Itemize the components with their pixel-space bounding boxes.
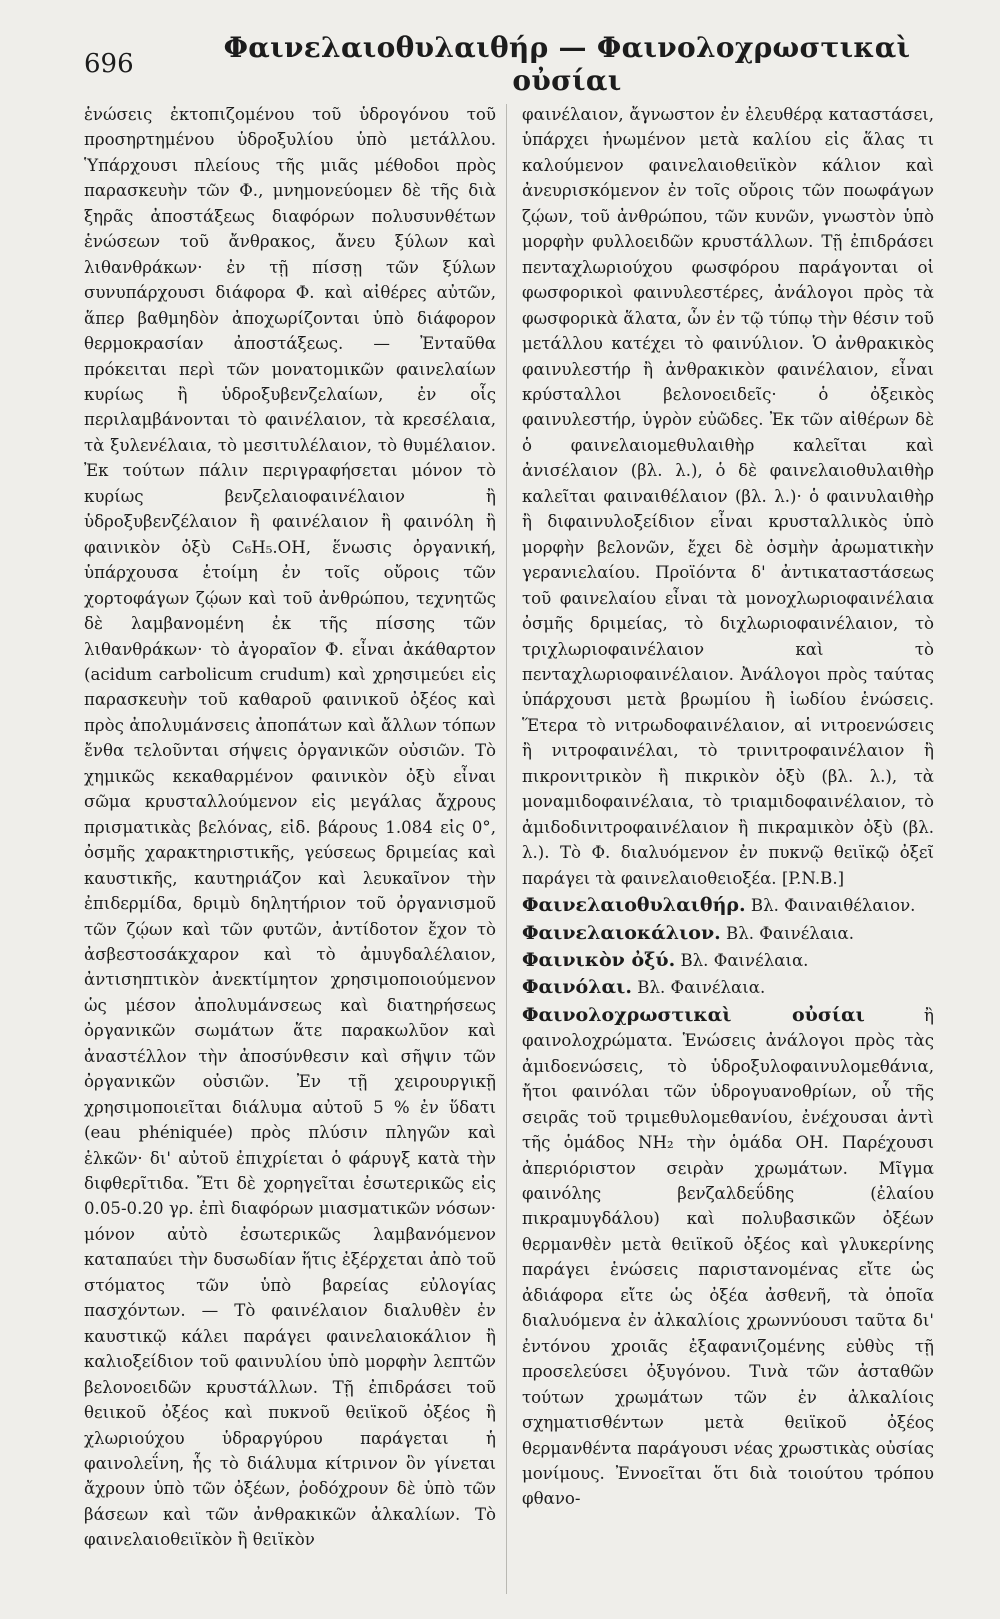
body-paragraph: φαινέλαιον, ἄγνωστον ἐν ἐλευθέρᾳ καταστάσει, ὑπάρχει ἡνωμένον μετὰ καλίου εἰς ἅλας τι καλούμενον φαινελαιοθειϊκὸν κάλιον καὶ ἀνευρισκόμενον ἐν τοῖς οὔροις τῶν ποωφάγων ζῴων, τοῦ ἀνθρώπου, τῶν κυνῶν, γνωστὸν ὑπὸ μορφὴν φυλλοειδῶν κρυστάλλων. Τῇ ἐπιδράσει πενταχλωριούχου φωσφόρου παράγονται οἱ φωσφορικοὶ φαινυλεστέρες, ἀνάλογοι πρὸς τὰ φωσφορικὰ ἅλατα, ὧν ἐν τῷ τύπῳ τὴν θέσιν τοῦ μετάλλου κατέχει τὸ φαινύλιον. Ὁ ἀνθρακικὸς φαινυλεστήρ ἢ ἀνθρακικὸν φαινέλαιον, εἶναι κρύσταλλοι βελονοειδεῖς· ὁ ὀξεικὸς φαινυλεστήρ, ὑγρὸν εὐῶδες. Ἐκ τῶν αἰθέρων δὲ ὁ φαινελαιομεθυλαιθὴρ καλεῖται καὶ ἀνισέλαιον (βλ. λ.), ὁ δὲ φαινελαιοθυλαιθὴρ καλεῖται φαιναιθέλαιον (βλ. λ.)· ὁ φαινυλαιθὴρ ἢ διφαινυλοξείδιον εἶναι κρυσταλλικὸς ὑπὸ μορφὴν βελονῶν, ἔχει δὲ ὀσμὴν ἀρωματικὴν γερανιελαίου. Προϊόντα δ' ἀντικαταστάσεως τοῦ φαινελαίου εἶναι τὰ μονοχλωριοφαινέλαια ὀσμῆς δριμείας, τὸ διχλωριοφαινέλαιον, τὸ τριχλωριοφαινέλαιον καὶ τὸ πενταχλωριοφαινέλαιον. Ἀνάλογοι πρὸς ταύτας ὑπάρχουσι μετὰ βρωμίου ἢ ἰωδίου ἑνώσεις. Ἕτερα τὸ νιτρωδοφαινέλαιον, αἱ νιτροενώσεις ἢ νιτροφαινέλαι, τὸ τρινιτροφαινέλαιον ἢ πικρονιτρικὸν ἢ πικρικὸν ὀξὺ (βλ. λ.), τὰ μοναμιδοφαινέλαια, τὸ τριαμιδοφαινέλαιον, τὸ ἀμιδοδινιτροφαινέλαιον ἢ πικραμικὸν ὀξὺ (βλ. λ.). Τὸ Φ. διαλυόμενον ἐν πυκνῷ θειϊκῷ ὀξεῖ παράγει τὰ φαινελαιοθειοξέα. [P.N.B.] <box>522 105 934 888</box>
entry-headword: Φαινελαιοθυλαιθήρ. <box>522 894 746 917</box>
left-column <box>84 102 496 1602</box>
entry-text: Βλ. Φαινέλαια. <box>631 978 766 998</box>
dictionary-entry <box>522 921 934 946</box>
entry-headword: Φαινελαιοκάλιον. <box>522 921 721 944</box>
body-paragraph: ἑνώσεις ἐκτοπιζομένου τοῦ ὑδρογόνου τοῦ προσηρτημένου ὑδροξυλίου ὑπὸ μετάλλου. Ὑπάρχουσι πλείους τῆς μιᾶς μέθοδοι πρὸς παρασκευὴν τῶν Φ., μνημονεύομεν δὲ τῆς διὰ ξηρᾶς ἀποστάξεως διαφόρων πολυσυνθέτων ἑνώσεων τοῦ ἄνθρακος, ἄνευ ξύλων καὶ λιθανθράκων· ἐν τῇ πίσσῃ τῶν ξύλων συνυπάρχουσι διάφορα Φ. καὶ αἰθέρες αὐτῶν, ἅπερ βαθμηδὸν ἀποχωρίζονται ὑπὸ διάφορον θερμοκρασίαν ἀποστάξεως. — Ἐνταῦθα πρόκειται περὶ τῶν μονατομικῶν φαινελαίων κυρίως ἢ ὑδροξυβενζελαίων, ἐν οἷς περιλαμβάνονται τὸ φαινέλαιον, τὰ κρεσέλαια, τὰ ξυλενέλαια, τὸ μεσιτυλέλαιον, τὸ θυμέλαιον. Ἐκ τούτων πάλιν περιγραφήσεται μόνον τὸ κυρίως βενζελαιοφαινέλαιον ἢ ὑδροξυβενζέλαιον ἢ φαινέλαιον ἢ φαινόλη ἢ φαινικὸν ὀξὺ C₆H₅.OH, ἕνωσις ὀργανική, ὑπάρχουσα ἑτοίμη ἐν τοῖς οὔροις τῶν χορτοφάγων ζῴων καὶ τοῦ ἀνθρώπου, τεχνητῶς δὲ λαμβανομένη ἐκ τῆς πίσσης τῶν λιθανθράκων· τὸ ἀγοραῖον Φ. εἶναι ἀκάθαρτον (acidum carbolicum crudum) καὶ χρησιμεύει εἰς παρασκευὴν τοῦ καθαροῦ φαινικοῦ ὀξέος καὶ πρὸς ἀπολυμάνσεις ἀποπάτων καὶ ἄλλων τόπων ἔνθα τελοῦνται σήψεις ὀργανικῶν οὐσιῶν. Τὸ χημικῶς κεκαθαρμένον φαινικὸν ὀξὺ εἶναι σῶμα κρυσταλλούμενον εἰς μεγάλας ἄχρους πρισματικὰς βελόνας, εἰδ. βάρους 1.084 εἰς 0°, ὀσμῆς χαρακτηριστικῆς, γεύσεως δριμείας καὶ καυστικῆς, καυτηριάζον καὶ λευκαῖνον τὴν ἐπιδερμίδα, δριμὺ δηλητήριον τοῦ ὀργανισμοῦ τῶν ζῴων καὶ τῶν φυτῶν, ἀντίδοτον ἔχον τὸ ἀσβεστοσάκχαρον καὶ τὸ ἀμυγδαλέλαιον, ἀντισηπτικὸν ἀνεκτίμητον χρησιμοποιούμενον ὡς μέσον ἀπολυμάνσεως καὶ διατηρήσεως ὀργανικῶν σωμάτων ἅτε παρακωλῦον καὶ ἀναστέλλον τὴν ἀποσύνθεσιν καὶ σῆψιν τῶν ὀργανικῶν οὐσιῶν. Ἐν τῇ χειρουργικῇ χρησιμοποιεῖται διάλυμα αὐτοῦ 5 % ἐν ὕδατι (eau phéniquée) πρὸς πλύσιν πληγῶν καὶ ἑλκῶν· δι' αὐτοῦ ἐπιχρίεται ὁ φάρυγξ κατὰ τὴν διφθερῖτιδα. Ἔτι δὲ χορηγεῖται ἐσωτερικῶς εἰς 0.05-0.20 γρ. ἐπὶ διαφόρων μιασματικῶν νόσων· μόνον αὐτὸ ἐσωτερικῶς λαμβανόμενον καταπαύει τὴν δυσωδίαν ἥτις ἐξέρχεται ἀπὸ τοῦ στόματος τῶν ὑπὸ βαρείας εὐλογίας πασχόντων. — Τὸ φαινέλαιον διαλυθὲν ἐν καυστικῷ κάλει παράγει φαινελαιοκάλιον ἢ καλιοξείδιον τοῦ φαινυλίου ὑπὸ μορφὴν λεπτῶν βελονοειδῶν κρυστάλλων. Τῇ ἐπιδράσει τοῦ θειικοῦ ὀξέος καὶ πυκνοῦ θειϊκοῦ ὀξέος ἢ χλωριούχου ὑδραργύρου παράγεται ἡ φαινολεΐνη, ἧς τὸ διάλυμα κίτρινον ὃν γίνεται ἄχρουν ὑπὸ τῶν ὀξέων, ῥοδόχρουν δὲ ὑπὸ τῶν βάσεων καὶ τῶν ἀνθρακικῶν ἀλκαλίων. Τὸ φαινελαιοθειϊκὸν ἢ θειϊκὸν <box>84 105 496 1550</box>
running-head: Φαινελαιοθυλαιθήρ — Φαινολοχρωστικαὶ οὐσίαι <box>223 31 911 97</box>
entry-headword: Φαινικὸν ὀξύ. <box>522 948 676 971</box>
page-header <box>84 31 930 97</box>
dictionary-entry <box>522 893 934 918</box>
dictionary-entry <box>522 975 934 1000</box>
entry-headword: Φαινόλαι. <box>522 976 632 999</box>
entry-text: Βλ. Φαινέλαια. <box>675 950 809 970</box>
entry-text: ἢ φαινολοχρώματα. Ἑνώσεις ἀνάλογοι πρὸς τὰς ἀμιδοενώσεις, τὸ ὑδροξυλοφαινυλομεθάνια, ἤτοι φαινόλαι τῶν ὑδρογυανοθρίων, οὗ τῆς σειρᾶς τοῦ τριμεθυλομεθανίου, ἐνέχουσαι ἀντὶ τῆς ὁμάδος NH₂ τὴν ὁμάδα OH. Παρέχουσι ἀπεριόριστον σειρὰν χρωμάτων. Μῖγμα φαινόλης βενζαλδεΰδης (ἐλαίου πικραμυγδάλου) καὶ πολυβασικῶν ὀξέων θερμανθὲν μετὰ θειϊκοῦ ὀξέος καὶ γλυκερίνης παράγει ἑνώσεις παριστανομένας εἴτε ὡς ἀδιάφορα εἴτε ὡς ὀξέα ἀσθενῆ, τὰ ὁποῖα διαλυόμενα ἐν ἀλκαλίοις χρωννύουσι ταῦτα δι' ἐντόνου χροιᾶς ἐξαφανιζομένης εὐθὺς τῇ προσελεύσει ὀξυγόνου. Τινὰ τῶν ἀσταθῶν τούτων χρωμάτων τῶν ἐν ἀλκαλίοις σχηματισθέντων μετὰ θειϊκοῦ ὀξέος θερμανθέντα παράγουσι νέας χρωστικὰς οὐσίας μονίμους. Ἐννοεῖται ὅτι διὰ τοιούτου τρόπου φθανο- <box>522 1005 934 1509</box>
page-number: 696 <box>84 49 134 79</box>
entry-text: Βλ. Φαινέλαια. <box>720 923 855 943</box>
right-column <box>522 102 934 1602</box>
dictionary-entry <box>522 948 934 973</box>
entry-text: Βλ. Φαιναιθέλαιον. <box>745 896 916 916</box>
entry-headword: Φαινολοχρωστικαὶ οὐσίαι <box>522 1003 865 1026</box>
dictionary-entry <box>522 1003 934 1512</box>
column-divider <box>506 104 507 1594</box>
